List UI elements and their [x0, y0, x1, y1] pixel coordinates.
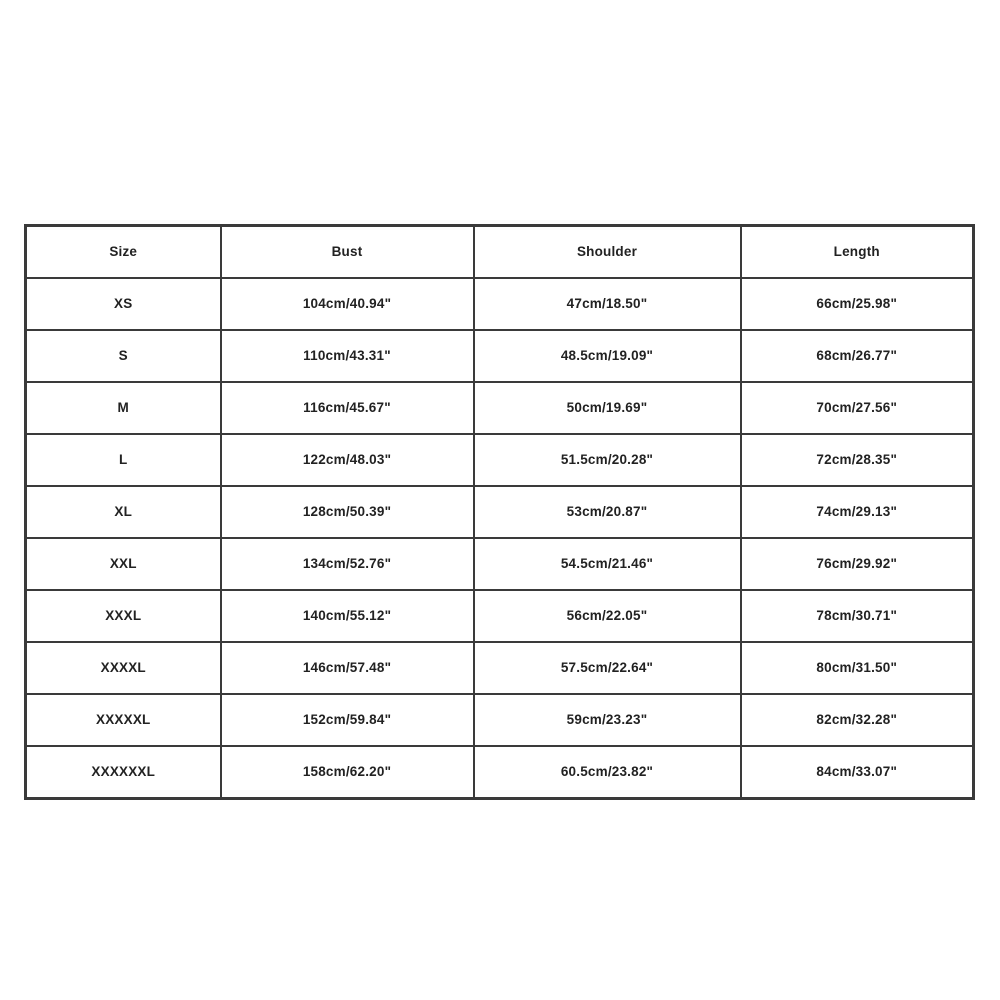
table-row: [26, 694, 974, 746]
cell-bust: 128cm/50.39": [221, 486, 474, 538]
cell-shoulder: 54.5cm/21.46": [474, 538, 741, 590]
cell-size: XXL: [26, 538, 221, 590]
column-header-length: Length: [741, 226, 974, 279]
table-row: [26, 590, 974, 642]
cell-bust: 146cm/57.48": [221, 642, 474, 694]
column-header-size: Size: [26, 226, 221, 279]
table-row: [26, 434, 974, 486]
cell-shoulder: 51.5cm/20.28": [474, 434, 741, 486]
table-row: [26, 538, 974, 590]
size-chart-table: [24, 224, 975, 800]
cell-bust: 122cm/48.03": [221, 434, 474, 486]
cell-bust: 152cm/59.84": [221, 694, 474, 746]
table-row: [26, 278, 974, 330]
cell-size: XXXXXXL: [26, 746, 221, 799]
cell-length: 76cm/29.92": [741, 538, 974, 590]
cell-length: 72cm/28.35": [741, 434, 974, 486]
cell-shoulder: 50cm/19.69": [474, 382, 741, 434]
table-row: [26, 642, 974, 694]
cell-size: XXXXL: [26, 642, 221, 694]
table-row: [26, 486, 974, 538]
column-header-shoulder: Shoulder: [474, 226, 741, 279]
cell-bust: 134cm/52.76": [221, 538, 474, 590]
cell-length: 70cm/27.56": [741, 382, 974, 434]
cell-size: M: [26, 382, 221, 434]
cell-shoulder: 47cm/18.50": [474, 278, 741, 330]
table-header-row: [26, 226, 974, 279]
table-body: [26, 278, 974, 799]
cell-length: 68cm/26.77": [741, 330, 974, 382]
cell-length: 66cm/25.98": [741, 278, 974, 330]
cell-size: XXXXXL: [26, 694, 221, 746]
cell-length: 80cm/31.50": [741, 642, 974, 694]
cell-shoulder: 56cm/22.05": [474, 590, 741, 642]
cell-length: 82cm/32.28": [741, 694, 974, 746]
cell-shoulder: 60.5cm/23.82": [474, 746, 741, 799]
table-row: [26, 330, 974, 382]
cell-bust: 116cm/45.67": [221, 382, 474, 434]
cell-size: XL: [26, 486, 221, 538]
cell-size: XS: [26, 278, 221, 330]
cell-shoulder: 59cm/23.23": [474, 694, 741, 746]
table-row: [26, 746, 974, 799]
table-header: [26, 226, 974, 279]
cell-size: L: [26, 434, 221, 486]
cell-shoulder: 48.5cm/19.09": [474, 330, 741, 382]
cell-length: 74cm/29.13": [741, 486, 974, 538]
cell-bust: 110cm/43.31": [221, 330, 474, 382]
column-header-bust: Bust: [221, 226, 474, 279]
cell-length: 78cm/30.71": [741, 590, 974, 642]
cell-length: 84cm/33.07": [741, 746, 974, 799]
cell-shoulder: 53cm/20.87": [474, 486, 741, 538]
cell-size: XXXL: [26, 590, 221, 642]
cell-size: S: [26, 330, 221, 382]
cell-bust: 158cm/62.20": [221, 746, 474, 799]
cell-shoulder: 57.5cm/22.64": [474, 642, 741, 694]
cell-bust: 140cm/55.12": [221, 590, 474, 642]
table-row: [26, 382, 974, 434]
cell-bust: 104cm/40.94": [221, 278, 474, 330]
